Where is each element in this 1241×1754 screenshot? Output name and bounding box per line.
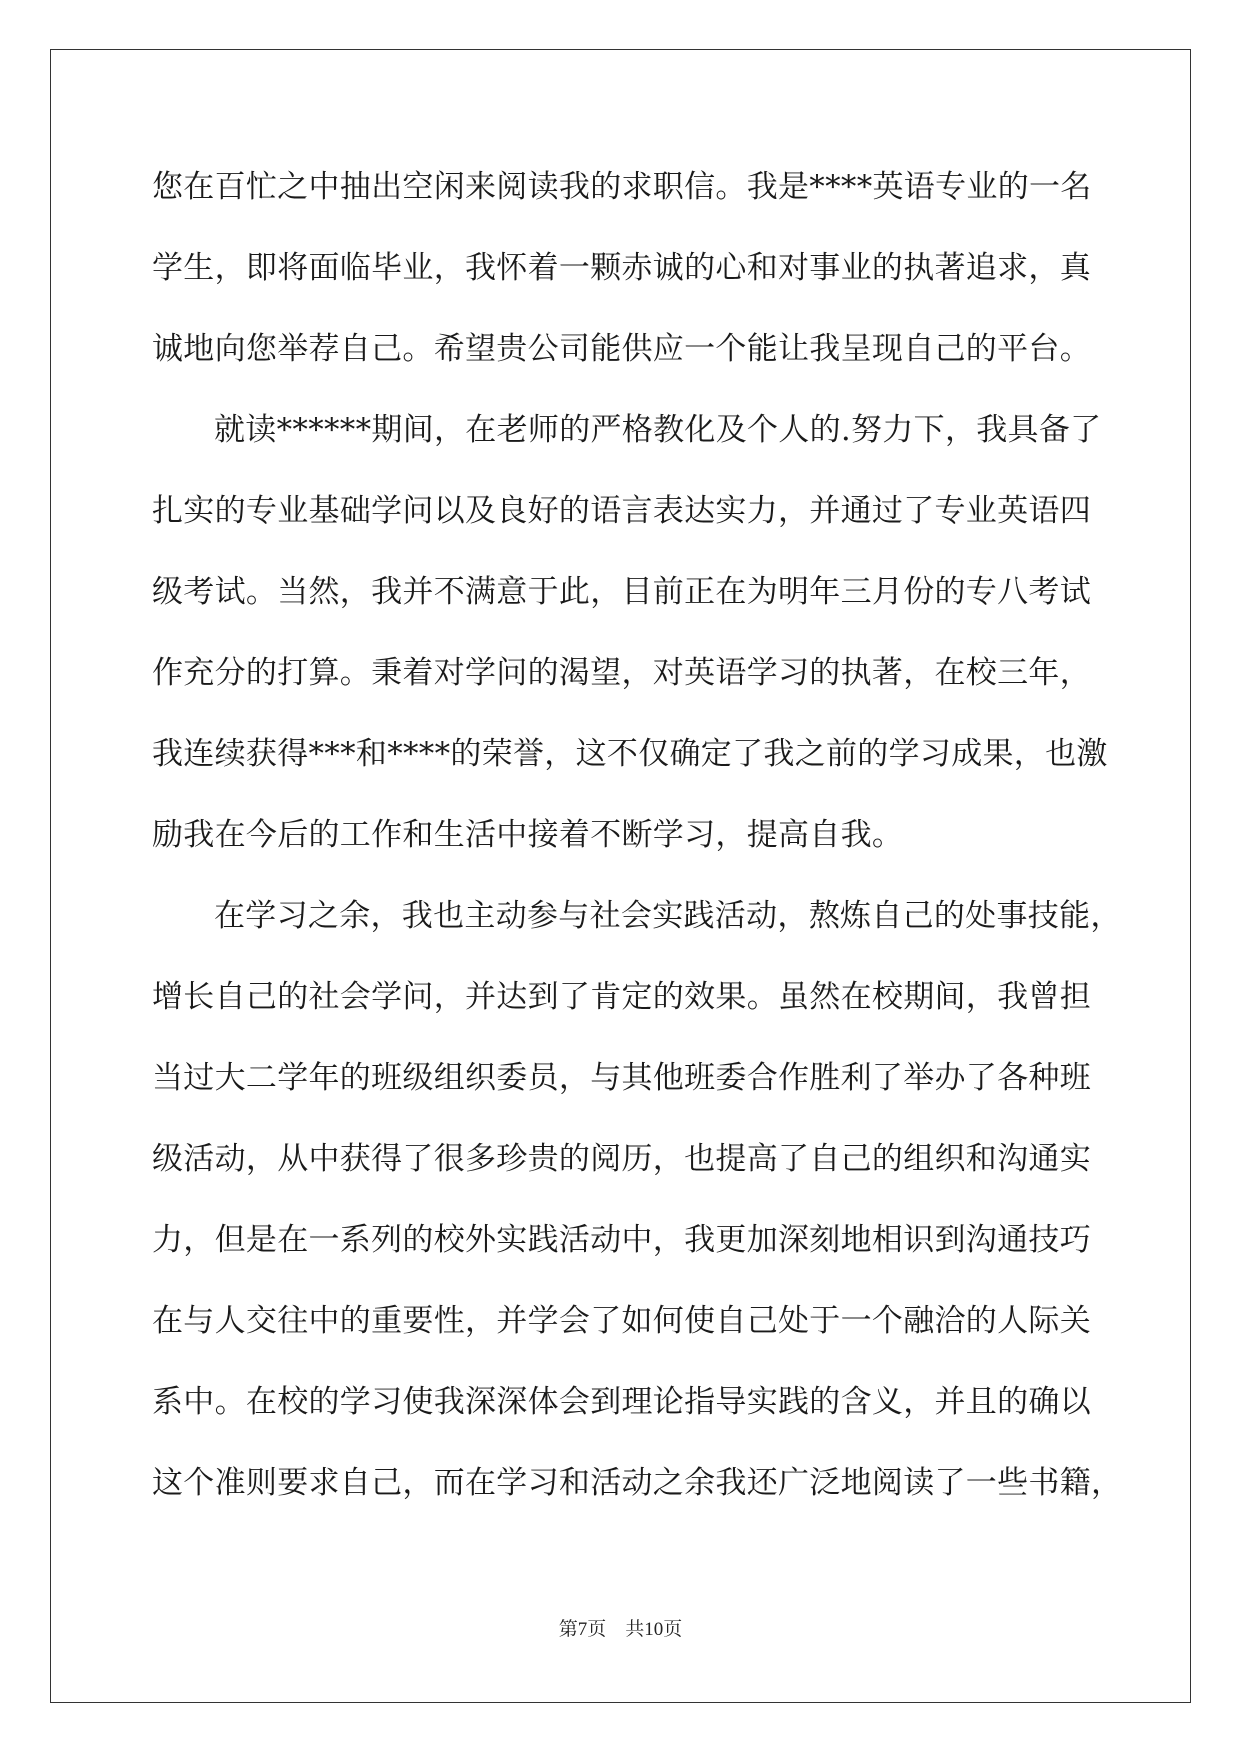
page-number-footer: 第7页 共10页	[558, 1619, 683, 1640]
text-line: 我连续获得***和****的荣誉，这不仅确定了我之前的学习成果，也激	[152, 736, 1108, 772]
text-line: 学生，即将面临毕业，我怀着一颗赤诚的心和对事业的执著追求，真	[152, 250, 1091, 286]
text-line: 作充分的打算。秉着对学问的渴望，对英语学习的执著，在校三年，	[152, 655, 1091, 691]
text-line: 您在百忙之中抽出空闲来阅读我的求职信。我是****英语专业的一名	[152, 169, 1092, 205]
text-line: 扎实的专业基础学问以及良好的语言表达实力，并通过了专业英语四	[152, 493, 1091, 529]
text-line: 这个准则要求自己，而在学习和活动之余我还广泛地阅读了一些书籍，	[152, 1465, 1123, 1501]
text-line: 在与人交往中的重要性，并学会了如何使自己处于一个融洽的人际关	[152, 1303, 1091, 1339]
text-line: 励我在今后的工作和生活中接着不断学习，提高自我。	[152, 817, 904, 853]
document-body	[152, 162, 1123, 1539]
text-line: 力，但是在一系列的校外实践活动中，我更加深刻地相识到沟通技巧	[152, 1222, 1091, 1258]
text-line: 增长自己的社会学问，并达到了肯定的效果。虽然在校期间，我曾担	[152, 979, 1091, 1015]
text-line: 系中。在校的学习使我深深体会到理论指导实践的含义，并且的确以	[152, 1384, 1091, 1420]
paragraph-start-line: 在学习之余，我也主动参与社会实践活动，熬炼自己的处事技能，	[214, 898, 1122, 934]
text-line: 诚地向您举荐自己。希望贵公司能供应一个能让我呈现自己的平台。	[152, 331, 1091, 367]
paragraph-start-line: 就读******期间，在老师的严格教化及个人的.努力下，我具备了	[214, 412, 1102, 448]
text-line: 当过大二学年的班级组织委员，与其他班委合作胜利了举办了各种班	[152, 1060, 1091, 1096]
text-line: 级活动，从中获得了很多珍贵的阅历，也提高了自己的组织和沟通实	[152, 1141, 1091, 1177]
text-line: 级考试。当然，我并不满意于此，目前正在为明年三月份的专八考试	[152, 574, 1091, 610]
